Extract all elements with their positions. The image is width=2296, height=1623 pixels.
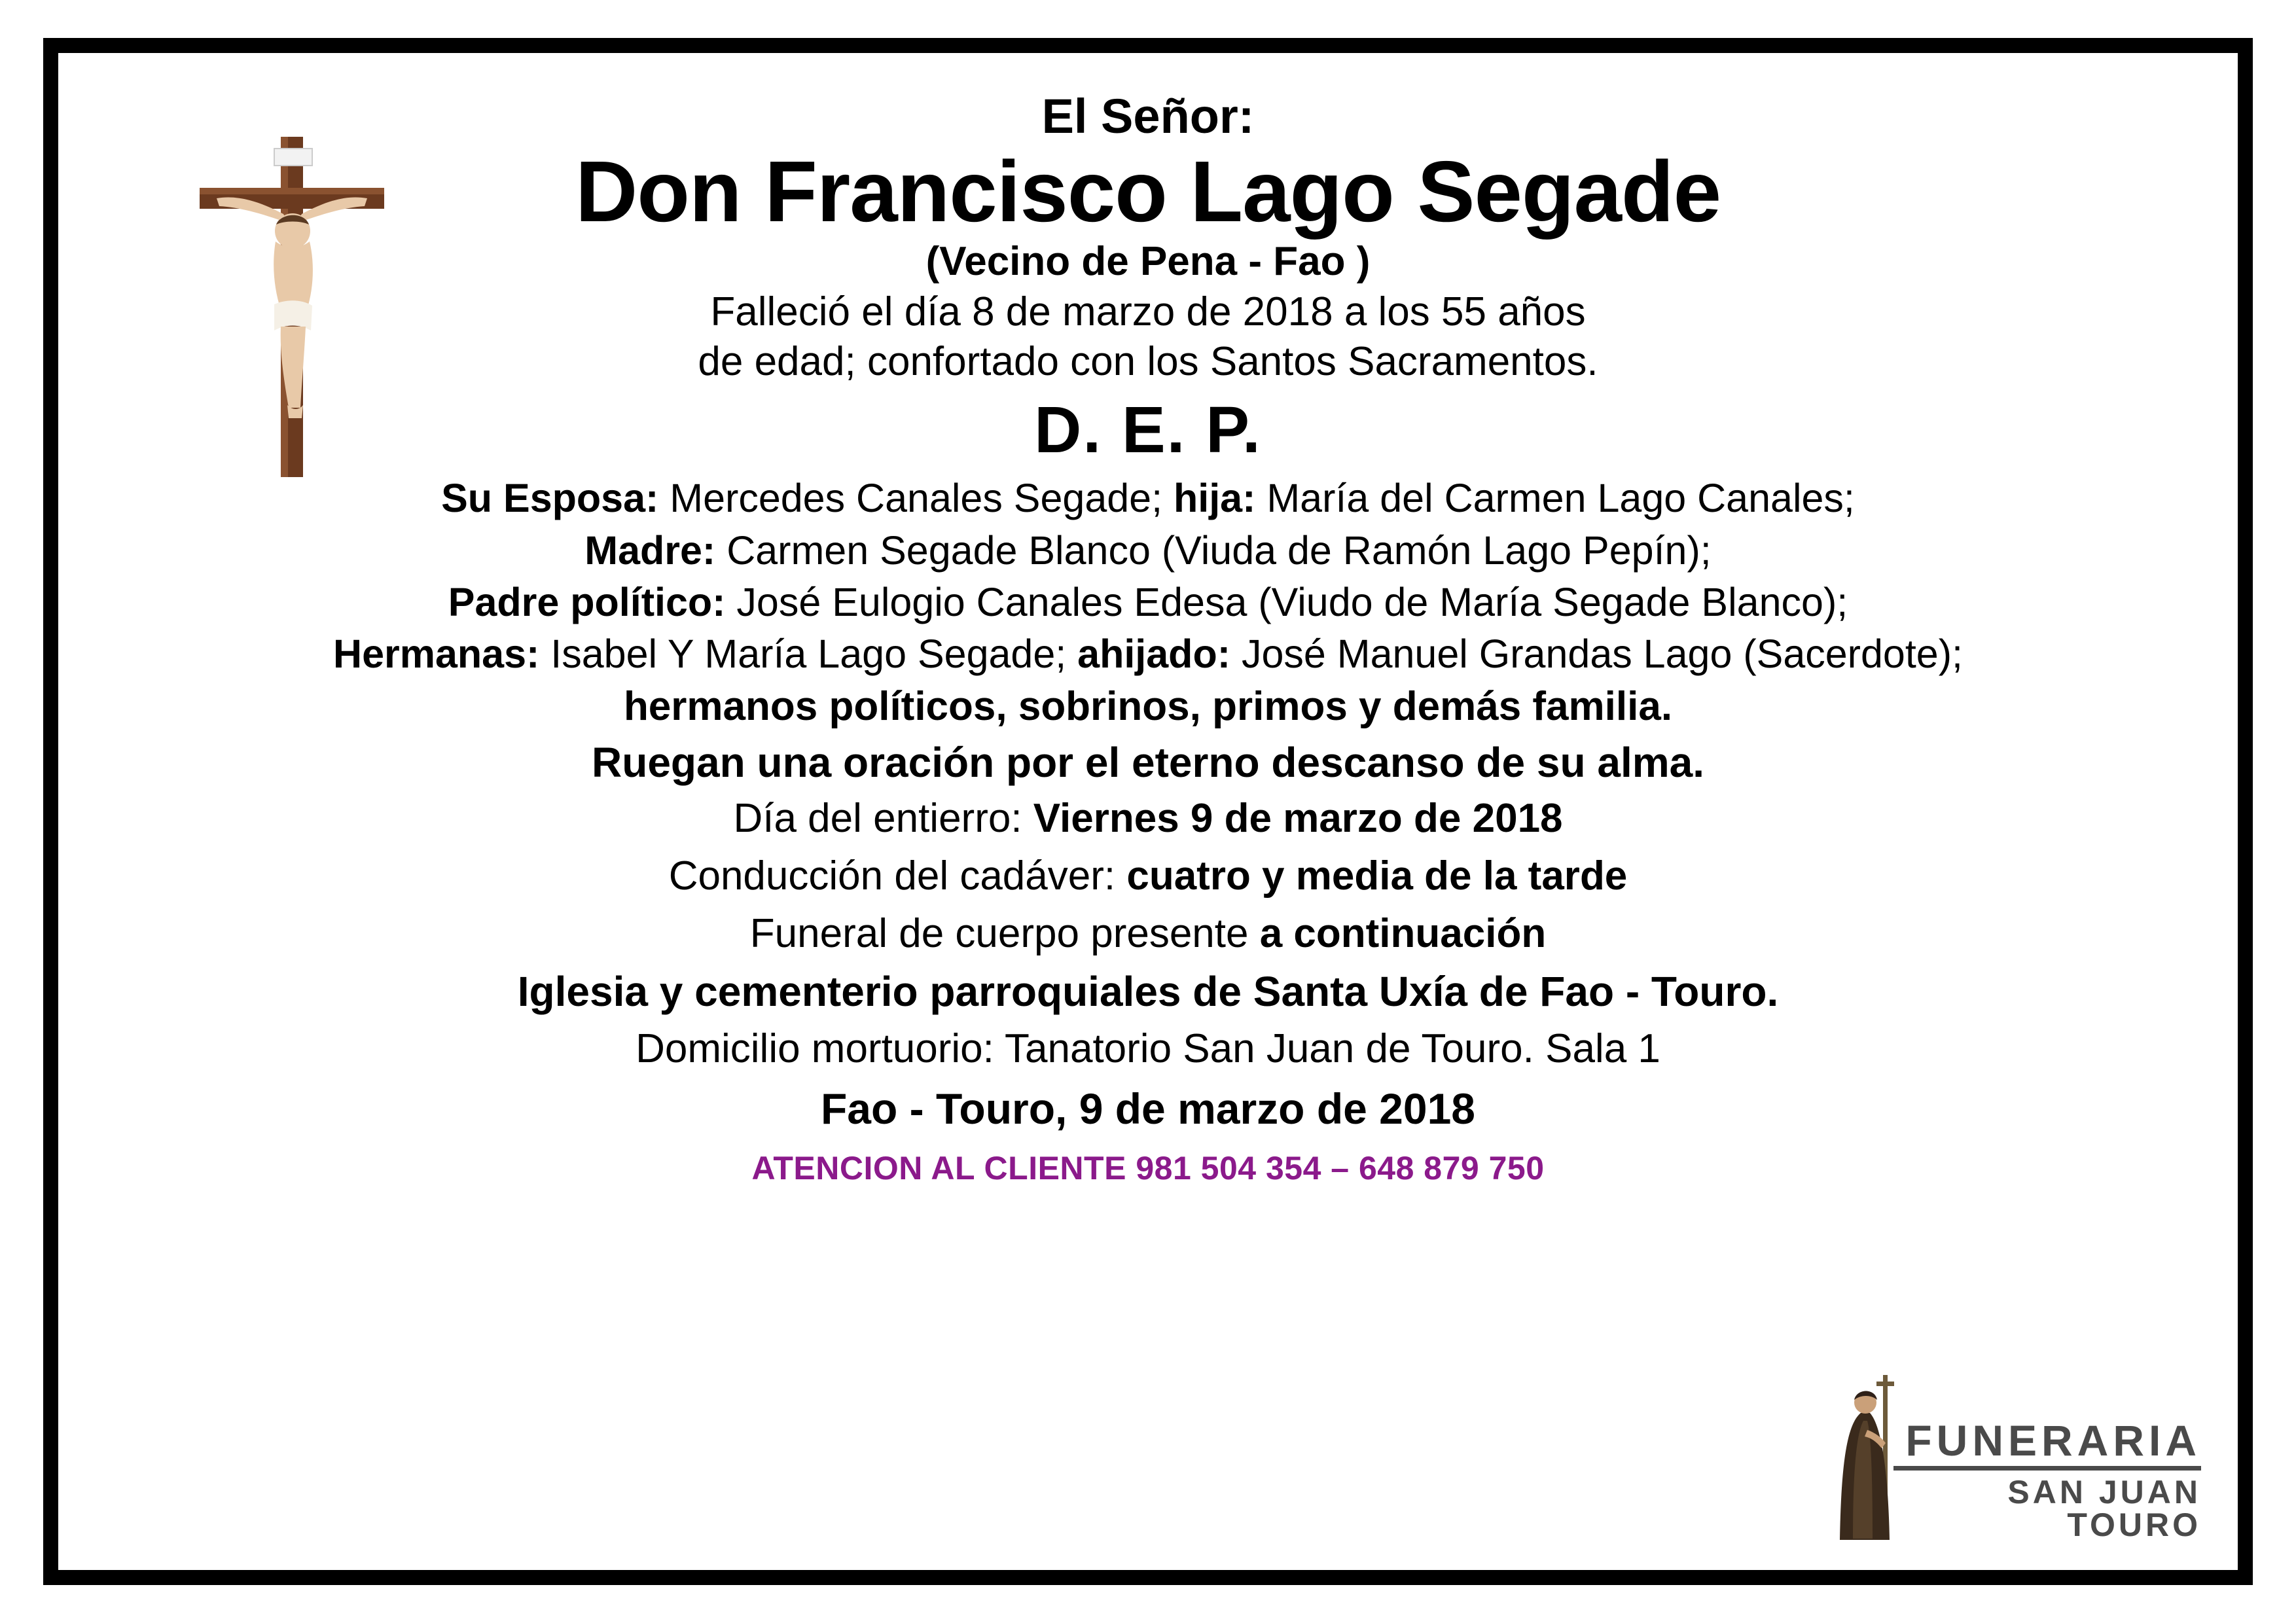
family-line: Hermanas: Isabel Y María Lago Segade; ahijado: José Manuel Grandas Lago (Sacerdote); [333, 632, 1963, 677]
death-line-1: Falleció el día 8 de marzo de 2018 a los 55 años [710, 289, 1586, 335]
obituary-text [58, 91, 2238, 1186]
family-list [58, 473, 2238, 680]
funeral-home-logo [1808, 1364, 2201, 1548]
death-line-2: de edad; confortado con los Santos Sacramentos. [698, 338, 1598, 384]
customer-service-phone: ATENCION AL CLIENTE 981 504 354 – 648 879 750 [751, 1149, 1545, 1186]
prayer-request: Ruegan una oración por el eterno descanso de su alma. [592, 739, 1704, 787]
place-and-date: Fao - Touro, 9 de marzo de 2018 [820, 1084, 1476, 1133]
event-list [58, 790, 2238, 963]
event-line: Funeral de cuerpo presente a continuación [749, 911, 1547, 957]
logo-wordmark [1893, 1416, 2201, 1543]
residence: (Vecino de Pena - Fao ) [925, 239, 1371, 285]
family-line: Padre político: José Eulogio Canales Edesa (Viudo de María Segade Blanco); [448, 579, 1848, 624]
deceased-name: Don Francisco Lago Segade [575, 143, 1721, 240]
event-line: Conducción del cadáver: cuatro y media de la tarde [668, 853, 1628, 899]
family-closing: hermanos políticos, sobrinos, primos y demás familia. [623, 683, 1673, 729]
poster-inner-border [55, 50, 2241, 1573]
dep-abbreviation: D. E. P. [1034, 393, 1262, 467]
poster-outer-border [43, 38, 2253, 1585]
salutation: El Señor: [1041, 89, 1255, 143]
event-line: Día del entierro: Viernes 9 de marzo de 2018 [733, 796, 1563, 842]
logo-line-2: SAN JUAN TOURO [2007, 1474, 2201, 1543]
family-line: Su Esposa: Mercedes Canales Segade; hija: María del Carmen Lago Canales; [441, 476, 1855, 521]
mortuary-location: Domicilio mortuorio: Tanatorio San Juan de Touro. Sala 1 [636, 1026, 1660, 1071]
family-line: Madre: Carmen Segade Blanco (Viuda de Ramón Lago Pepín); [584, 527, 1712, 573]
church-location: Iglesia y cementerio parroquiales de Santa Uxía de Fao - Touro. [517, 968, 1779, 1016]
logo-divider [1893, 1466, 2201, 1471]
logo-line-1: FUNERARIA [1905, 1416, 2201, 1465]
